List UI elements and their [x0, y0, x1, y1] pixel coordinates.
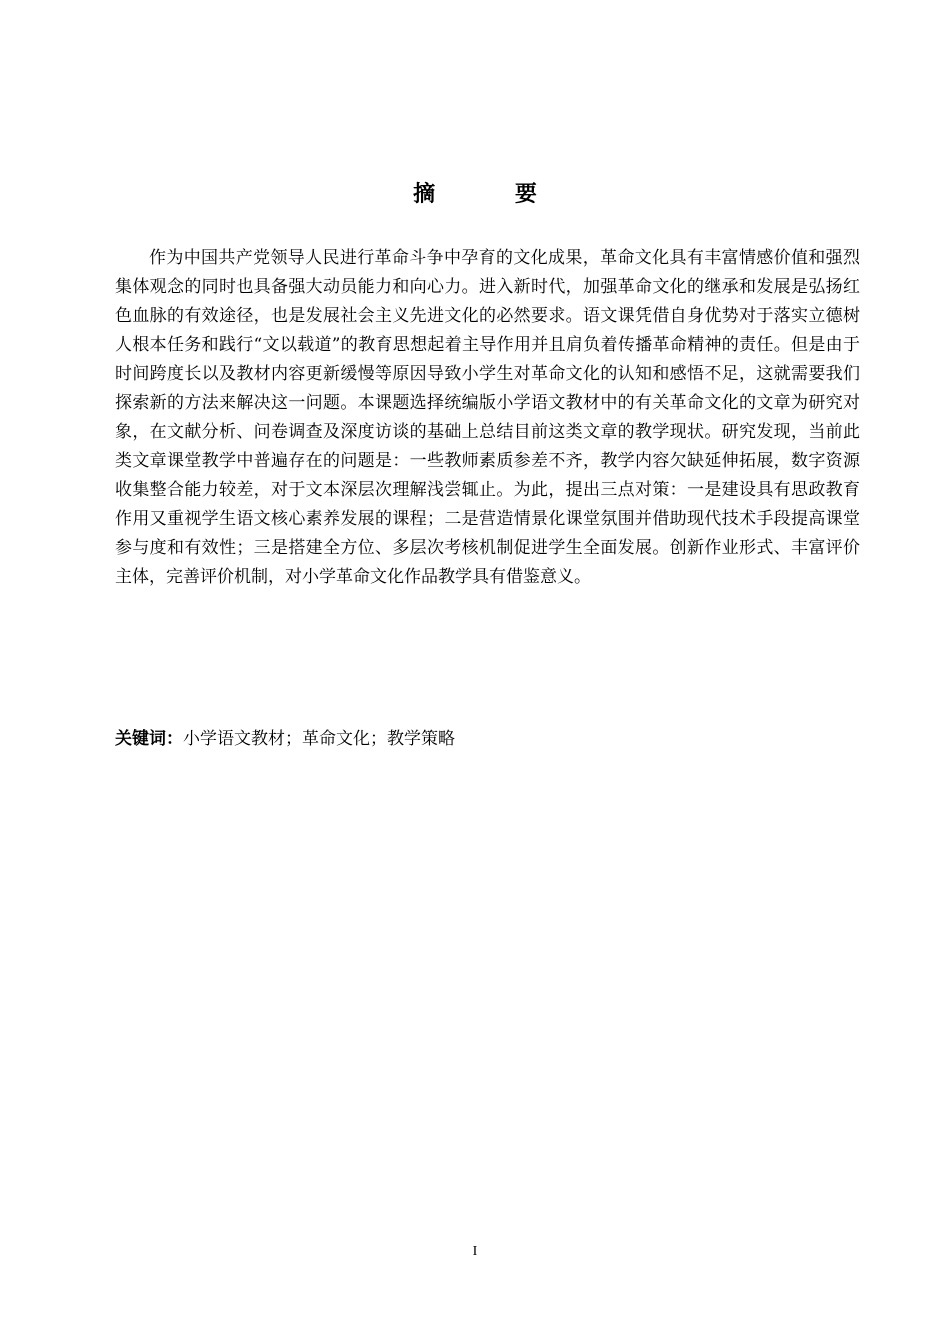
- page-number: I: [472, 1244, 478, 1259]
- keywords-value: 小学语文教材；革命文化；教学策略: [183, 729, 455, 749]
- keywords-label: 关键词：: [115, 729, 183, 749]
- keywords-line: [115, 725, 860, 754]
- abstract-paragraph: 作为中国共产党领导人民进行革命斗争中孕育的文化成果，革命文化具有丰富情感价值和强烈集体观念的同时也具备强大动员能力和向心力。进入新时代，加强革命文化的继承和发展是弘扬红色血脉的有效途径，也是发展社会主义先进文化的必然要求。语文课凭借自身优势对于落实立德树人根本任务和践行“文以载道”的教育思想起着主导作用并且肩负着传播革命精神的责任。但是由于时间跨度长以及教材内容更新缓慢等原因导致小学生对革命文化的认知和感悟不足，这就需要我们探索新的方法来解决这一问题。本课题选择统编版小学语文教材中的有关革命文化的文章为研究对象，在文献分析、问卷调查及深度访谈的基础上总结目前这类文章的教学现状。研究发现，当前此类文章课堂教学中普遍存在的问题是：一些教师素质参差不齐，教学内容欠缺延伸拓展，数字资源收集整合能力较差，对于文本深层次理解浅尝辄止。为此，提出三点对策：一是建设具有思政教育作用又重视学生语文核心素养发展的课程；二是营造情景化课堂氛围并借助现代技术手段提高课堂参与度和有效性；三是搭建全方位、多层次考核机制促进学生全面发展。创新作业形式、丰富评价主体，完善评价机制，对小学革命文化作品教学具有借鉴意义。: [115, 248, 860, 587]
- page-title: 摘 要: [413, 182, 573, 207]
